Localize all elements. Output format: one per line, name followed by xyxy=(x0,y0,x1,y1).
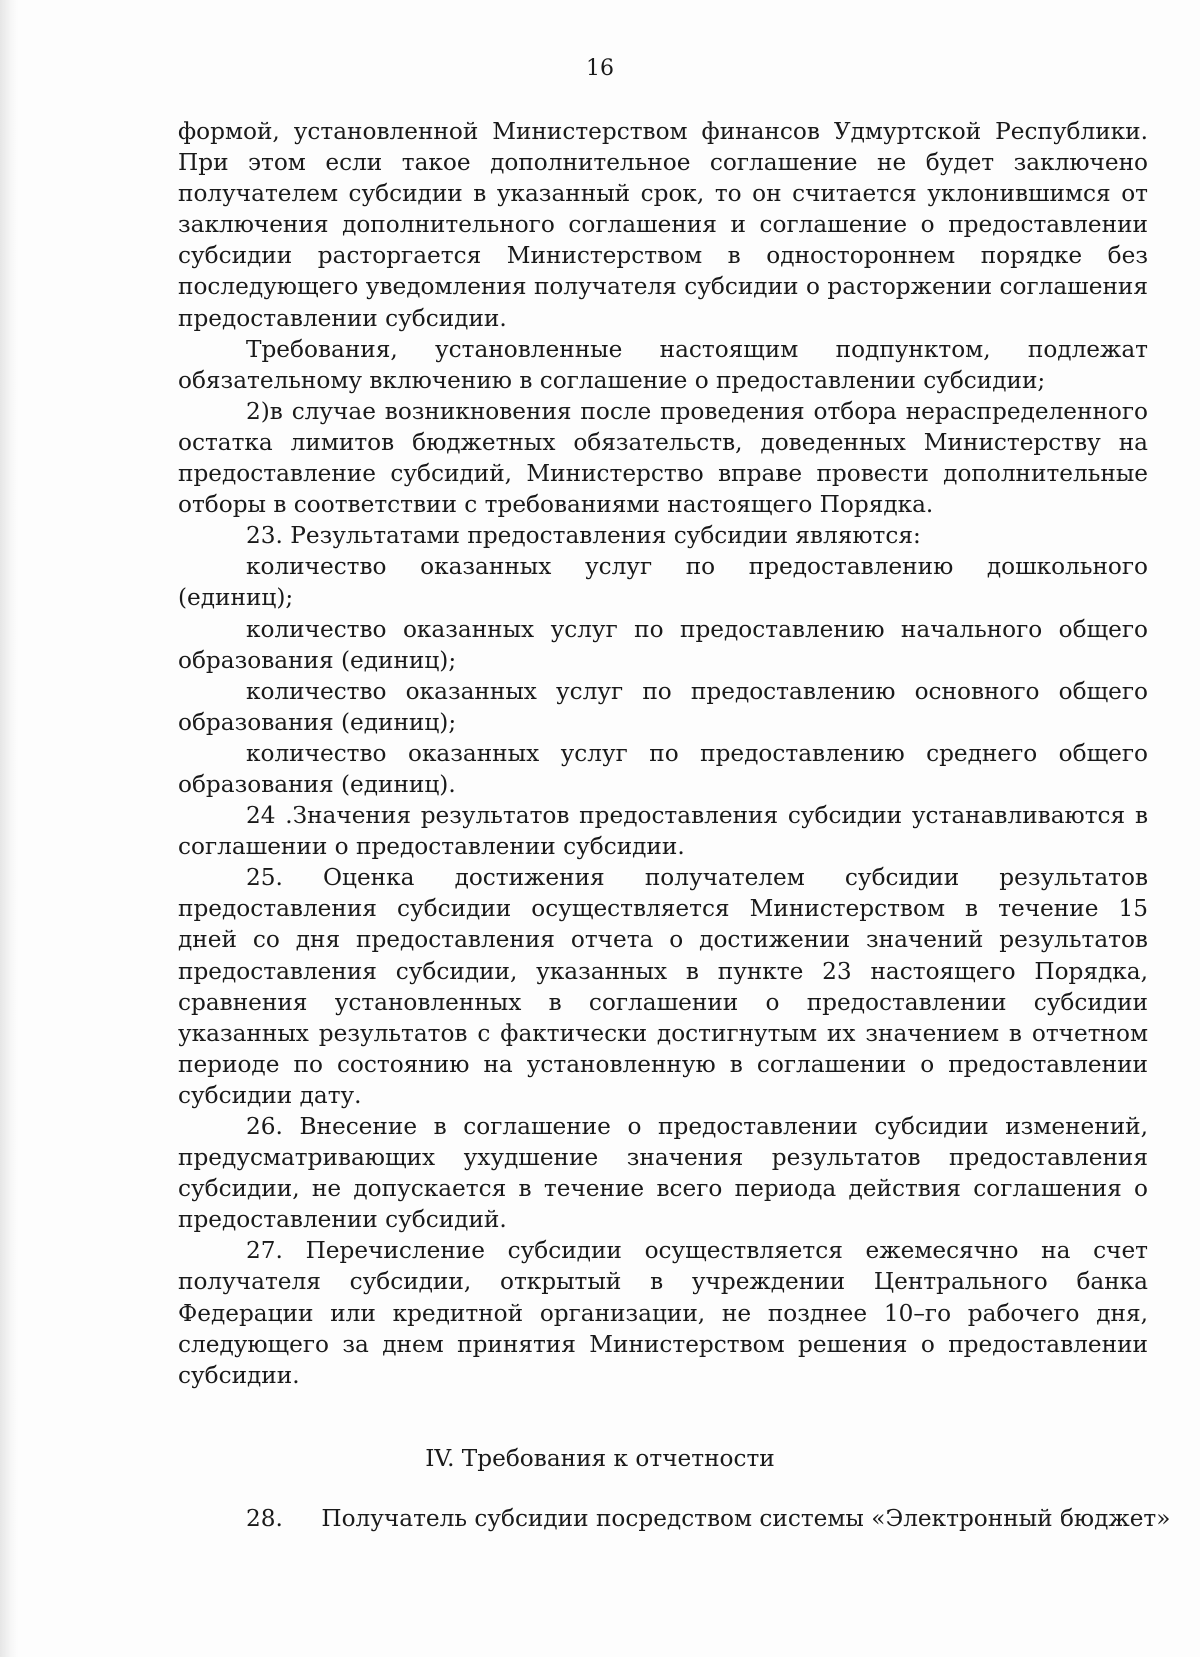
paragraph-text: Получатель субсидии посредством системы «Электронный бюджет» xyxy=(321,1505,1171,1532)
text-line: 26. Внесение в соглашение о предоставлении субсидии изменений, xyxy=(246,1113,1148,1140)
text-line: соглашении о предоставлении субсидии. xyxy=(178,833,685,861)
text-line: При этом если такое дополнительное соглашение не будет заключено xyxy=(178,149,1148,177)
text-line: образования (единиц); xyxy=(178,646,457,674)
text-line: предоставления субсидии осуществляется Министерством в течение 15 xyxy=(178,895,1148,923)
text-line: формой, установленной Министерством финансов Удмуртской Республики. xyxy=(178,118,1148,145)
text-line: количество оказанных услуг по предоставлению дошкольного xyxy=(246,553,1148,581)
text-line: указанных результатов с фактически достигнутым их значением в отчетном xyxy=(178,1019,1148,1047)
text-line: 2)в случае возникновения после проведения отбора нераспределенного xyxy=(246,397,1148,425)
page-number: 16 xyxy=(586,56,614,81)
text-line: предоставления субсидии, указанных в пункте 23 настоящего Порядка, xyxy=(178,957,1148,985)
text-line: получателем субсидии в указанный срок, то он считается уклонившимся от xyxy=(178,180,1148,208)
text-line: получателя субсидии, открытый в учреждении Центрального банка xyxy=(178,1268,1148,1296)
text-line: остатка лимитов бюджетных обязательств, доведенных Министерству на xyxy=(178,428,1148,456)
text-line: последующего уведомления получателя субсидии о расторжении соглашения xyxy=(178,273,1148,301)
text-line: предоставлении субсидий. xyxy=(178,1206,507,1234)
text-line: субсидии расторгается Министерством в одностороннем порядке без xyxy=(178,242,1148,270)
paragraph-number: 28. xyxy=(246,1505,283,1532)
text-line: количество оказанных услуг по предоставлению начального общего xyxy=(246,615,1148,643)
text-line: образования (единиц). xyxy=(178,770,456,798)
text-line: количество оказанных услуг по предоставлению среднего общего xyxy=(246,739,1148,767)
text-line: образования (единиц); xyxy=(178,708,457,736)
text-line: Федерации или кредитной организации, не позднее 10–го рабочего дня, xyxy=(178,1299,1148,1327)
text-line: дней со дня предоставления отчета о достижении значений результатов xyxy=(178,926,1148,954)
text-line: предусматривающих ухудшение значения результатов предоставления xyxy=(178,1144,1148,1172)
text-line: 24 .Значения результатов предоставления субсидии устанавливаются в xyxy=(246,802,1148,830)
text-line: количество оказанных услуг по предоставлению основного общего xyxy=(246,677,1148,705)
text-line: субсидии. xyxy=(178,1361,300,1389)
section-heading: IV. Требования к отчетности xyxy=(425,1445,775,1472)
text-line: 23. Результатами предоставления субсидии являются: xyxy=(246,522,921,550)
text-line: обязательному включению в соглашение о предоставлении субсидии; xyxy=(178,366,1046,394)
text-line: Требования, установленные настоящим подпунктом, подлежат xyxy=(246,335,1148,363)
paragraph-28 xyxy=(246,1503,1171,1534)
text-line: заключения дополнительного соглашения и соглашение о предоставлении xyxy=(178,211,1148,239)
text-line: 25. Оценка достижения получателем субсидии результатов xyxy=(246,864,1148,892)
text-line: 27. Перечисление субсидии осуществляется ежемесячно на счет xyxy=(246,1237,1148,1265)
text-line: предоставление субсидий, Министерство вправе провести дополнительные xyxy=(178,460,1148,488)
text-line: (единиц); xyxy=(178,584,294,612)
scan-edge-shadow xyxy=(0,0,18,1657)
text-line: сравнения установленных в соглашении о предоставлении субсидии xyxy=(178,988,1148,1016)
text-line: следующего за днем принятия Министерством решения о предоставлении xyxy=(178,1330,1148,1358)
document-body xyxy=(178,116,1148,1391)
text-line: субсидии дату. xyxy=(178,1081,362,1109)
text-line: субсидии, не допускается в течение всего периода действия соглашения о xyxy=(178,1175,1148,1203)
text-line: отборы в соответствии с требованиями настоящего Порядка. xyxy=(178,491,934,519)
text-line: предоставлении субсидии. xyxy=(178,304,507,332)
text-line: периоде по состоянию на установленную в соглашении о предоставлении xyxy=(178,1050,1148,1078)
